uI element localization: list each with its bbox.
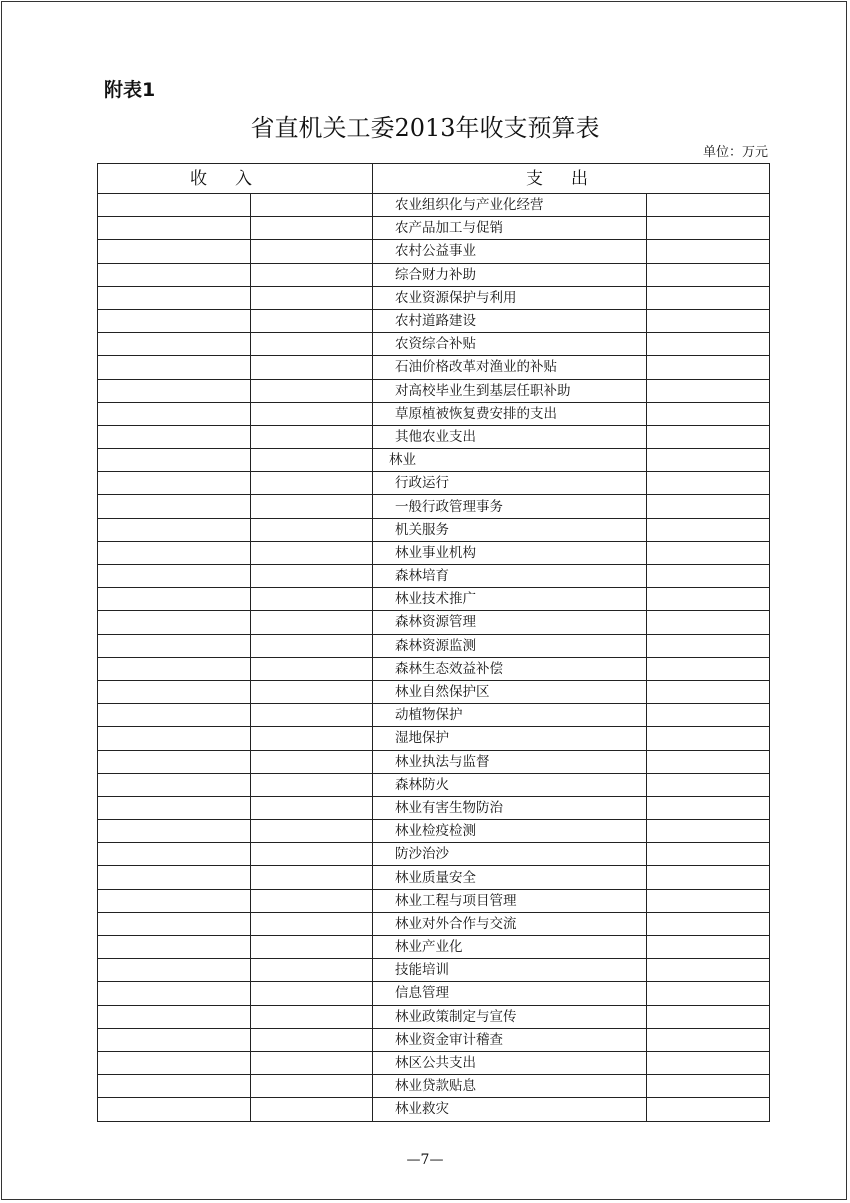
attachment-label: 附表1 (104, 79, 156, 101)
table-row (98, 912, 770, 935)
page-number: —7— (406, 1152, 444, 1168)
income-item-cell (98, 959, 251, 982)
income-amount-cell (251, 912, 373, 935)
expense-item-name: 森林资源管理 (373, 611, 647, 634)
expense-amount-cell (647, 611, 770, 634)
income-amount-cell (251, 704, 373, 727)
table-row (98, 982, 770, 1005)
income-item-cell (98, 889, 251, 912)
income-item-cell (98, 402, 251, 425)
expense-item-name: 森林资源监测 (373, 634, 647, 657)
income-amount-cell (251, 1098, 373, 1121)
expense-item-name: 林业质量安全 (373, 866, 647, 889)
table-header-row (98, 164, 770, 194)
income-amount-cell (251, 657, 373, 680)
expense-item-name: 林业自然保护区 (373, 680, 647, 703)
income-amount-cell (251, 796, 373, 819)
income-item-cell (98, 217, 251, 240)
expense-item-name: 林业有害生物防治 (373, 796, 647, 819)
expense-amount-cell (647, 263, 770, 286)
income-amount-cell (251, 982, 373, 1005)
income-item-cell (98, 866, 251, 889)
expense-amount-cell (647, 1051, 770, 1074)
table-row (98, 449, 770, 472)
expense-item-name: 林业对外合作与交流 (373, 912, 647, 935)
expense-item-name: 信息管理 (373, 982, 647, 1005)
table-row (98, 588, 770, 611)
table-row (98, 1051, 770, 1074)
expense-item-name: 技能培训 (373, 959, 647, 982)
table-row (98, 1005, 770, 1028)
expense-amount-cell (647, 194, 770, 217)
expense-category-name: 林业 (373, 449, 647, 472)
table-row (98, 263, 770, 286)
income-amount-cell (251, 843, 373, 866)
expense-amount-cell (647, 425, 770, 448)
unit-label: 单位：万元 (702, 145, 768, 160)
expense-item-name: 林业产业化 (373, 936, 647, 959)
expense-item-name: 对高校毕业生到基层任职补助 (373, 379, 647, 402)
income-amount-cell (251, 286, 373, 309)
expense-item-name: 湿地保护 (373, 727, 647, 750)
expense-amount-cell (647, 309, 770, 332)
expense-item-name: 林业事业机构 (373, 541, 647, 564)
expense-item-name: 林业救灾 (373, 1098, 647, 1121)
income-amount-cell (251, 333, 373, 356)
table-row (98, 843, 770, 866)
income-item-cell (98, 773, 251, 796)
table-row (98, 240, 770, 263)
expense-item-name: 农资综合补贴 (373, 333, 647, 356)
expense-amount-cell (647, 1098, 770, 1121)
expense-item-name: 行政运行 (373, 472, 647, 495)
budget-table-body (98, 164, 770, 1122)
income-item-cell (98, 727, 251, 750)
expense-item-name: 林业执法与监督 (373, 750, 647, 773)
expense-amount-cell (647, 680, 770, 703)
table-row (98, 866, 770, 889)
income-item-cell (98, 263, 251, 286)
income-item-cell (98, 750, 251, 773)
income-amount-cell (251, 565, 373, 588)
income-item-cell (98, 912, 251, 935)
income-amount-cell (251, 959, 373, 982)
table-row (98, 518, 770, 541)
table-row (98, 1028, 770, 1051)
income-item-cell (98, 333, 251, 356)
income-item-cell (98, 982, 251, 1005)
table-row (98, 495, 770, 518)
income-amount-cell (251, 1005, 373, 1028)
income-item-cell (98, 240, 251, 263)
income-item-cell (98, 796, 251, 819)
income-item-cell (98, 680, 251, 703)
table-row (98, 402, 770, 425)
expense-amount-cell (647, 379, 770, 402)
income-amount-cell (251, 1028, 373, 1051)
expense-amount-cell (647, 518, 770, 541)
table-row (98, 657, 770, 680)
income-amount-cell (251, 309, 373, 332)
table-row (98, 820, 770, 843)
income-amount-cell (251, 889, 373, 912)
expense-amount-cell (647, 541, 770, 564)
income-amount-cell (251, 541, 373, 564)
expense-item-name: 农业组织化与产业化经营 (373, 194, 647, 217)
table-row (98, 217, 770, 240)
expense-amount-cell (647, 657, 770, 680)
income-amount-cell (251, 425, 373, 448)
income-item-cell (98, 541, 251, 564)
table-row (98, 773, 770, 796)
expense-amount-cell (647, 240, 770, 263)
income-item-cell (98, 588, 251, 611)
expense-amount-cell (647, 286, 770, 309)
income-amount-cell (251, 263, 373, 286)
table-row (98, 750, 770, 773)
expense-amount-cell (647, 217, 770, 240)
expense-amount-cell (647, 472, 770, 495)
expense-item-name: 农产品加工与促销 (373, 217, 647, 240)
expense-item-name: 综合财力补助 (373, 263, 647, 286)
income-amount-cell (251, 379, 373, 402)
expense-amount-cell (647, 1005, 770, 1028)
expense-item-name: 林业技术推广 (373, 588, 647, 611)
income-amount-cell (251, 750, 373, 773)
income-item-cell (98, 634, 251, 657)
income-amount-cell (251, 518, 373, 541)
income-amount-cell (251, 495, 373, 518)
table-row (98, 425, 770, 448)
table-row (98, 286, 770, 309)
income-item-cell (98, 495, 251, 518)
income-item-cell (98, 1005, 251, 1028)
expense-item-name: 动植物保护 (373, 704, 647, 727)
expense-item-name: 森林生态效益补偿 (373, 657, 647, 680)
expense-item-name: 机关服务 (373, 518, 647, 541)
income-item-cell (98, 518, 251, 541)
income-item-cell (98, 820, 251, 843)
income-item-cell (98, 449, 251, 472)
income-amount-cell (251, 402, 373, 425)
income-amount-cell (251, 194, 373, 217)
expense-item-name: 防沙治沙 (373, 843, 647, 866)
expense-item-name: 农村道路建设 (373, 309, 647, 332)
income-item-cell (98, 936, 251, 959)
table-row (98, 936, 770, 959)
expense-amount-cell (647, 936, 770, 959)
expense-amount-cell (647, 449, 770, 472)
document-title: 省直机关工委2013年收支预算表 (250, 114, 600, 142)
expense-header: 支出 (373, 164, 770, 194)
table-row (98, 959, 770, 982)
table-row (98, 680, 770, 703)
income-item-cell (98, 704, 251, 727)
expense-amount-cell (647, 773, 770, 796)
table-row (98, 333, 770, 356)
income-item-cell (98, 379, 251, 402)
table-row (98, 356, 770, 379)
table-row (98, 1075, 770, 1098)
expense-item-name: 石油价格改革对渔业的补贴 (373, 356, 647, 379)
expense-amount-cell (647, 565, 770, 588)
income-amount-cell (251, 727, 373, 750)
expense-item-name: 林业政策制定与宣传 (373, 1005, 647, 1028)
table-row (98, 796, 770, 819)
expense-item-name: 其他农业支出 (373, 425, 647, 448)
income-item-cell (98, 425, 251, 448)
income-item-cell (98, 565, 251, 588)
expense-item-name: 林业贷款贴息 (373, 1075, 647, 1098)
income-amount-cell (251, 1075, 373, 1098)
income-item-cell (98, 611, 251, 634)
expense-amount-cell (647, 843, 770, 866)
expense-amount-cell (647, 1075, 770, 1098)
expense-amount-cell (647, 634, 770, 657)
expense-amount-cell (647, 727, 770, 750)
income-item-cell (98, 657, 251, 680)
expense-item-name: 草原植被恢复费安排的支出 (373, 402, 647, 425)
income-amount-cell (251, 449, 373, 472)
table-row (98, 634, 770, 657)
expense-item-name: 林业检疫检测 (373, 820, 647, 843)
expense-amount-cell (647, 866, 770, 889)
income-amount-cell (251, 773, 373, 796)
expense-amount-cell (647, 750, 770, 773)
table-row (98, 889, 770, 912)
expense-amount-cell (647, 796, 770, 819)
income-item-cell (98, 1098, 251, 1121)
expense-amount-cell (647, 495, 770, 518)
expense-amount-cell (647, 982, 770, 1005)
income-amount-cell (251, 240, 373, 263)
table-row (98, 611, 770, 634)
income-item-cell (98, 356, 251, 379)
expense-amount-cell (647, 912, 770, 935)
income-item-cell (98, 472, 251, 495)
income-item-cell (98, 194, 251, 217)
income-header: 收入 (98, 164, 373, 194)
expense-amount-cell (647, 959, 770, 982)
income-amount-cell (251, 588, 373, 611)
table-row (98, 309, 770, 332)
budget-table (97, 163, 770, 1122)
expense-amount-cell (647, 402, 770, 425)
expense-amount-cell (647, 704, 770, 727)
income-amount-cell (251, 356, 373, 379)
income-item-cell (98, 286, 251, 309)
income-item-cell (98, 1051, 251, 1074)
income-item-cell (98, 843, 251, 866)
income-amount-cell (251, 611, 373, 634)
expense-amount-cell (647, 588, 770, 611)
income-item-cell (98, 309, 251, 332)
expense-item-name: 林区公共支出 (373, 1051, 647, 1074)
expense-item-name: 森林培育 (373, 565, 647, 588)
expense-item-name: 林业工程与项目管理 (373, 889, 647, 912)
table-row (98, 379, 770, 402)
expense-amount-cell (647, 333, 770, 356)
expense-amount-cell (647, 356, 770, 379)
expense-amount-cell (647, 820, 770, 843)
expense-item-name: 农业资源保护与利用 (373, 286, 647, 309)
income-item-cell (98, 1028, 251, 1051)
income-item-cell (98, 1075, 251, 1098)
table-row (98, 541, 770, 564)
table-row (98, 472, 770, 495)
income-amount-cell (251, 1051, 373, 1074)
table-row (98, 194, 770, 217)
expense-amount-cell (647, 889, 770, 912)
income-amount-cell (251, 680, 373, 703)
income-amount-cell (251, 820, 373, 843)
expense-item-name: 森林防火 (373, 773, 647, 796)
income-amount-cell (251, 472, 373, 495)
expense-item-name: 一般行政管理事务 (373, 495, 647, 518)
table-row (98, 727, 770, 750)
income-amount-cell (251, 866, 373, 889)
table-row (98, 565, 770, 588)
income-amount-cell (251, 936, 373, 959)
expense-item-name: 林业资金审计稽查 (373, 1028, 647, 1051)
expense-item-name: 农村公益事业 (373, 240, 647, 263)
income-amount-cell (251, 217, 373, 240)
expense-amount-cell (647, 1028, 770, 1051)
table-row (98, 1098, 770, 1121)
table-row (98, 704, 770, 727)
income-amount-cell (251, 634, 373, 657)
